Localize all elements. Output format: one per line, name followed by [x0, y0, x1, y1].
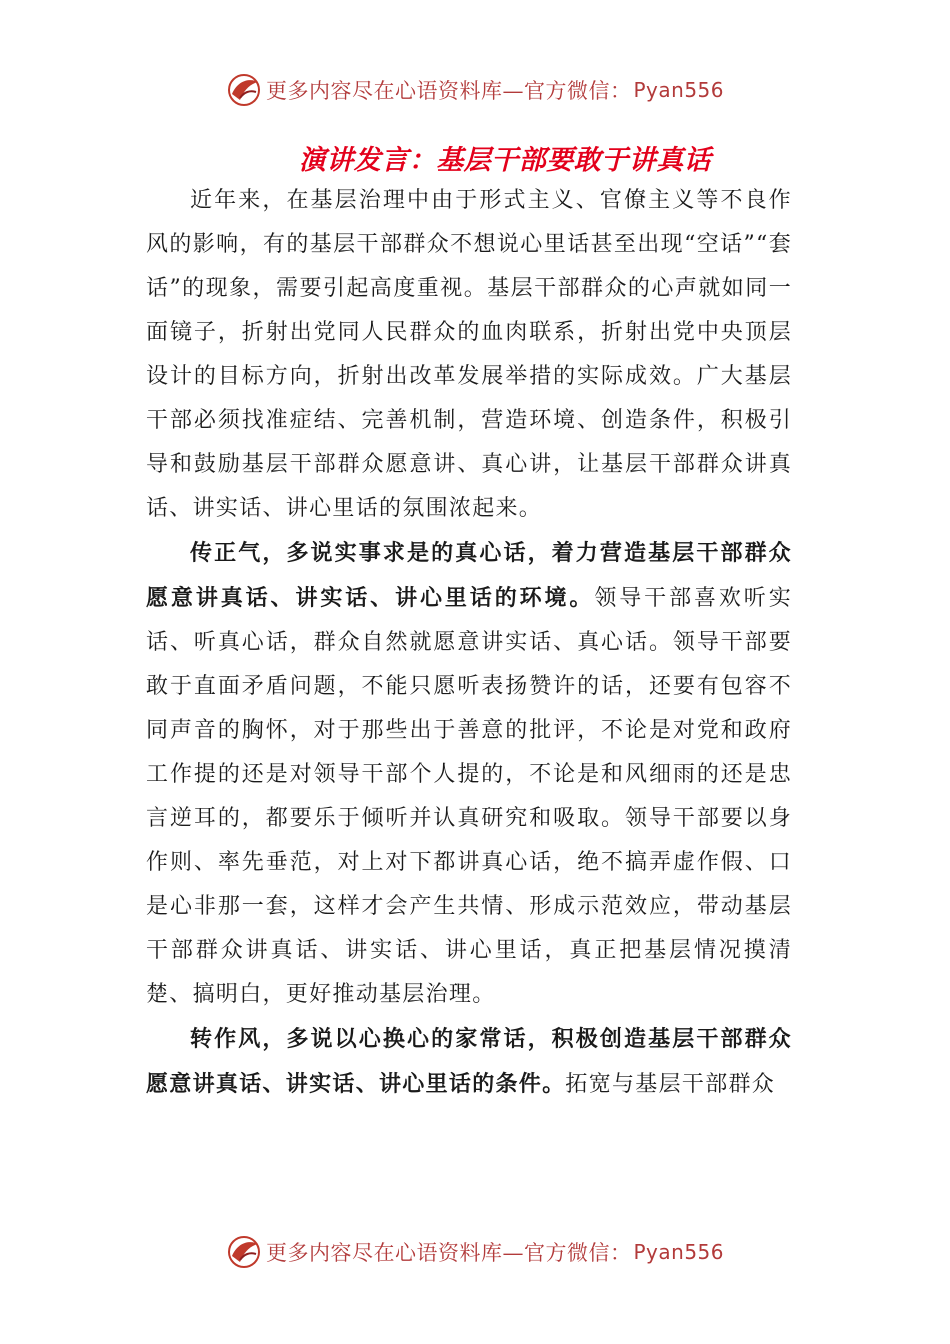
wechat-id: Pyan556: [633, 1240, 724, 1264]
watermark-text: 更多内容尽在心语资料库—官方微信：: [265, 79, 632, 103]
watermark-text: 更多内容尽在心语资料库—官方微信：: [265, 1241, 632, 1265]
paragraph-2-lead: 传正气，多说实事求是的真心话，着力营造基层干部群众愿意讲真话、讲实话、讲心里话的环境。: [146, 540, 792, 611]
paragraph-3: [146, 1017, 792, 1107]
footer-watermark: [0, 1232, 950, 1272]
paragraph-3-lead: 转作风，多说以心换心的家常话，积极创造基层干部群众愿意讲真话、讲实话、讲心里话的条件。: [146, 1026, 792, 1097]
paragraph-1: [146, 178, 792, 531]
document-title: 演讲发言：基层干部要敢于讲真话: [298, 145, 712, 176]
logo-icon: [226, 1234, 262, 1270]
paragraph-2-text: 领导干部喜欢听实话、听真心话，群众自然就愿意讲实话、真心话。领导干部要敢于直面矛盾问题，不能只愿听表扬赞许的话，还要有包容不同声音的胸怀，对于那些出于善意的批评，不论是对党和政府工作提的还是对领导干部个人提的，不论是和风细雨的还是忠言逆耳的，都要乐于倾听并认真研究和吸取。领导干部要以身作则、率先垂范，对上对下都讲真心话，绝不搞弄虚作假、口是心非那一套，这样才会产生共情、形成示范效应，带动基层干部群众讲真话、讲实话、讲心里话，真正把基层情况摸清楚、搞明白，更好推动基层治理。: [146, 586, 792, 1007]
paragraph-1-text: 近年来，在基层治理中由于形式主义、官僚主义等不良作风的影响，有的基层干部群众不想说心里话甚至出现“空话”“套话”的现象，需要引起高度重视。基层干部群众的心声就如同一面镜子，折射出党同人民群众的血肉联系，折射出党中央顶层设计的目标方向，折射出改革发展举措的实际成效。广大基层干部必须找准症结、完善机制，营造环境、创造条件，积极引导和鼓励基层干部群众愿意讲、真心讲，让基层干部群众讲真话、讲实话、讲心里话的氛围浓起来。: [146, 188, 792, 521]
header-watermark: [0, 70, 950, 110]
wechat-id: Pyan556: [633, 78, 724, 102]
logo-icon: [226, 72, 262, 108]
paragraph-2: [146, 531, 792, 1017]
paragraph-3-text: 拓宽与基层干部群众: [565, 1072, 776, 1097]
document-body: [146, 178, 792, 1107]
